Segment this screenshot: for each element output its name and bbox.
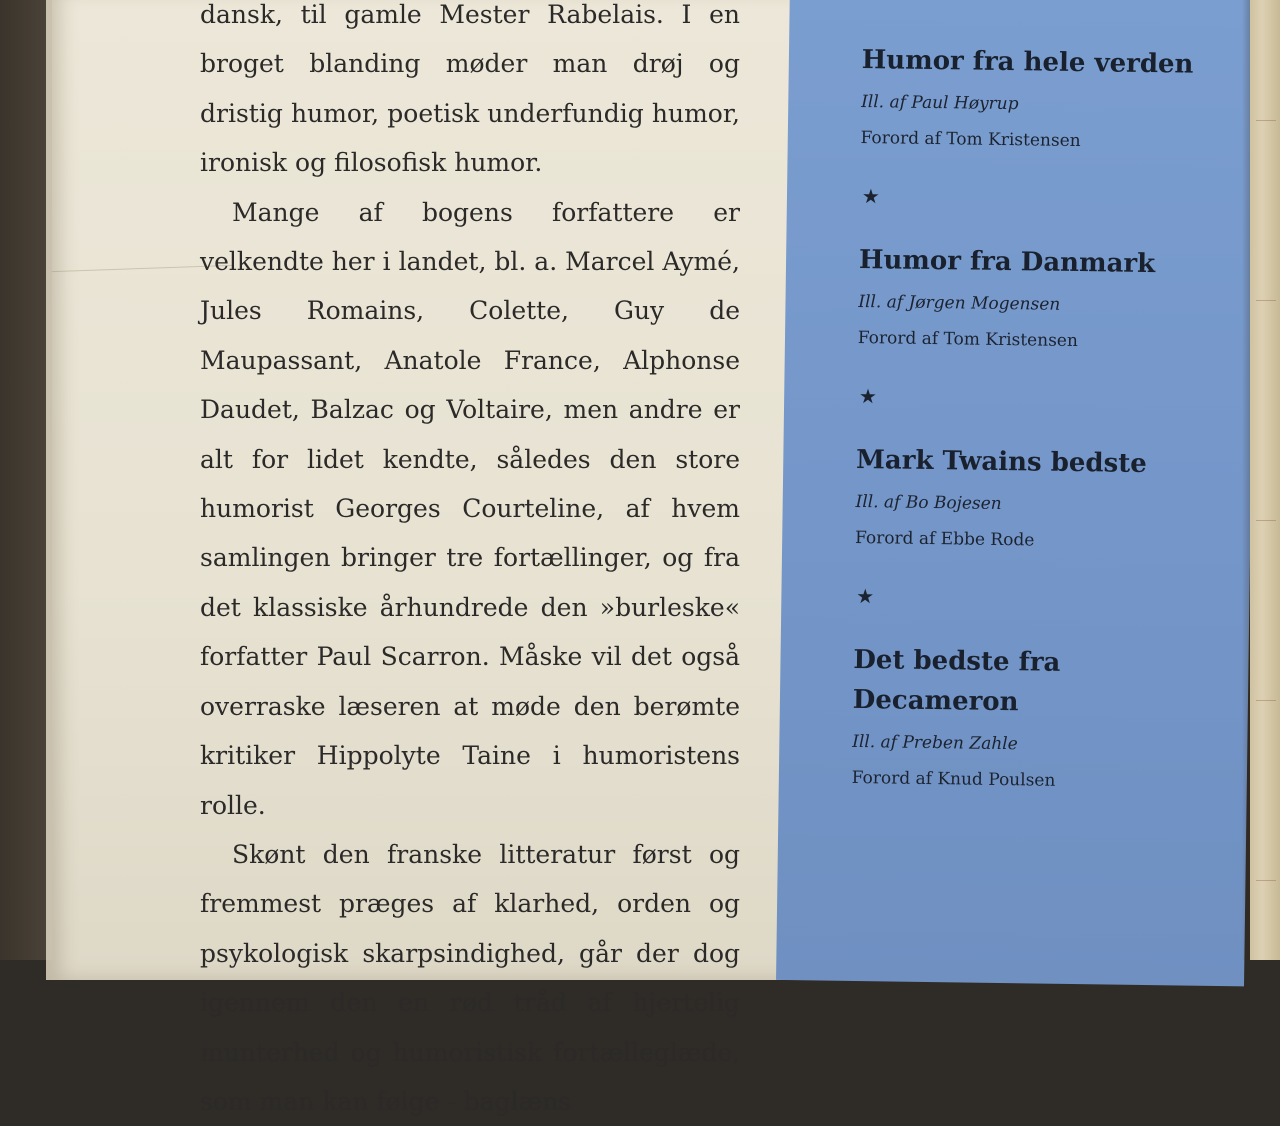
book-entry: [858, 240, 1200, 355]
edge-tick: [1256, 520, 1276, 521]
book-foreword: Forord af Tom Kristensen: [860, 127, 1081, 152]
book-foreword: Forord af Tom Kristensen: [857, 327, 1079, 352]
star-icon: ★: [858, 383, 878, 409]
book-illustrator: Ill. af Bo Bojesen: [855, 491, 1002, 514]
book-title: Mark Twains bedste: [855, 444, 1147, 480]
book-list: [852, 40, 1202, 795]
book-entry: [855, 440, 1197, 555]
book-foreword: Forord af Knud Poulsen: [851, 767, 1056, 791]
body-paragraph: dansk, til gamle Mester Rabelais. I en broget blanding møder man drøj og dristig humor, poetisk underfundig humor, ironisk og filosofisk humor.: [200, 0, 740, 178]
book-title: Humor fra hele verden: [861, 44, 1194, 80]
book-illustrator: Ill. af Paul Høyrup: [860, 91, 1019, 115]
star-icon: ★: [861, 184, 880, 209]
edge-tick: [1256, 120, 1276, 121]
book-title: Humor fra Danmark: [858, 244, 1156, 280]
edge-tick: [1256, 300, 1276, 301]
star-icon: ★: [856, 583, 875, 609]
book-foreword: Forord af Ebbe Rode: [854, 527, 1035, 551]
book-illustrator: Ill. af Preben Zahle: [852, 731, 1018, 755]
book-illustrator: Ill. af Jørgen Mogensen: [858, 291, 1061, 315]
edge-tick: [1256, 880, 1276, 881]
body-paragraph: Mange af bogens forfattere er velkendte her i landet, bl. a. Marcel Aymé, Jules Romains, Colette, Guy de Maupassant, Anatole France, Alphonse Daudet, Balzac og Voltaire, men andre er alt for lidet kendte, således den store humorist Georges Courteline, af hvem samlingen bringer tre fortællinger, og fra det klassiske århundrede den »burleske« forfatter Paul Scarron. Måske vil det også overraske læseren at møde den berømte kritiker Hippolyte Taine i humoristens rolle.: [200, 197, 740, 820]
book-entry: [860, 40, 1202, 155]
book-title: Det bedste fra Decameron: [852, 644, 1061, 718]
jacket-fold-edge: [46, 0, 52, 960]
edge-tick: [1256, 700, 1276, 701]
book-entry: [852, 640, 1194, 795]
jacket-body-text: [200, 0, 740, 1126]
body-paragraph: Skønt den franske litteratur først og fremmest præges af klarhed, orden og psykologisk skarpsindighed, går der dog igennem den en rød tråd af hjertelig munterhed og humoristisk fortælleglæde, som man kan følge - baglæns: [200, 839, 740, 1116]
cover-edge-strip: [1250, 0, 1280, 960]
